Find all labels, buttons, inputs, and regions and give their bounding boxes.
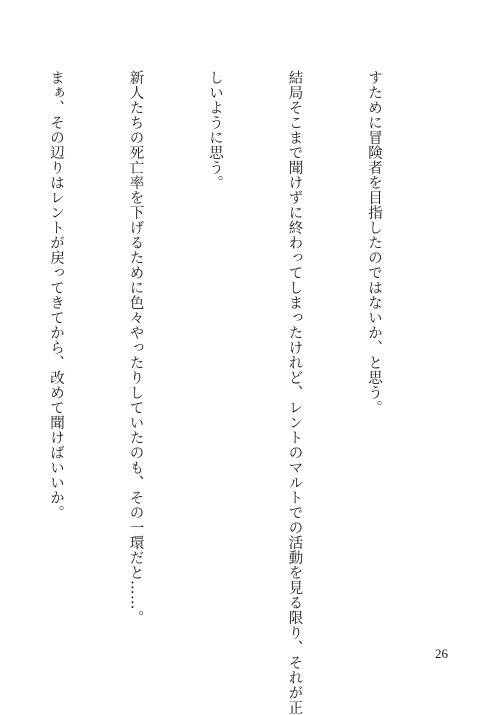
text-line: 新人たちの死亡率を下げるために色々やったりしていたのも、その一環だと……。: [127, 70, 144, 625]
vertical-text-body: [0, 70, 440, 715]
page-number: 26: [435, 646, 448, 661]
text-line: しいように思う。: [207, 70, 223, 190]
text-line: 結局そこまで聞けずに終わってしまったけれど、レントのマルトでの活動を見る限り、それが正: [286, 70, 303, 715]
text-line: すために冒険者を目指したのではないか、と思う。: [366, 70, 382, 415]
text-line: まぁ、その辺りはレントが戻ってきてから、改めて聞けばいいか。: [48, 70, 64, 520]
